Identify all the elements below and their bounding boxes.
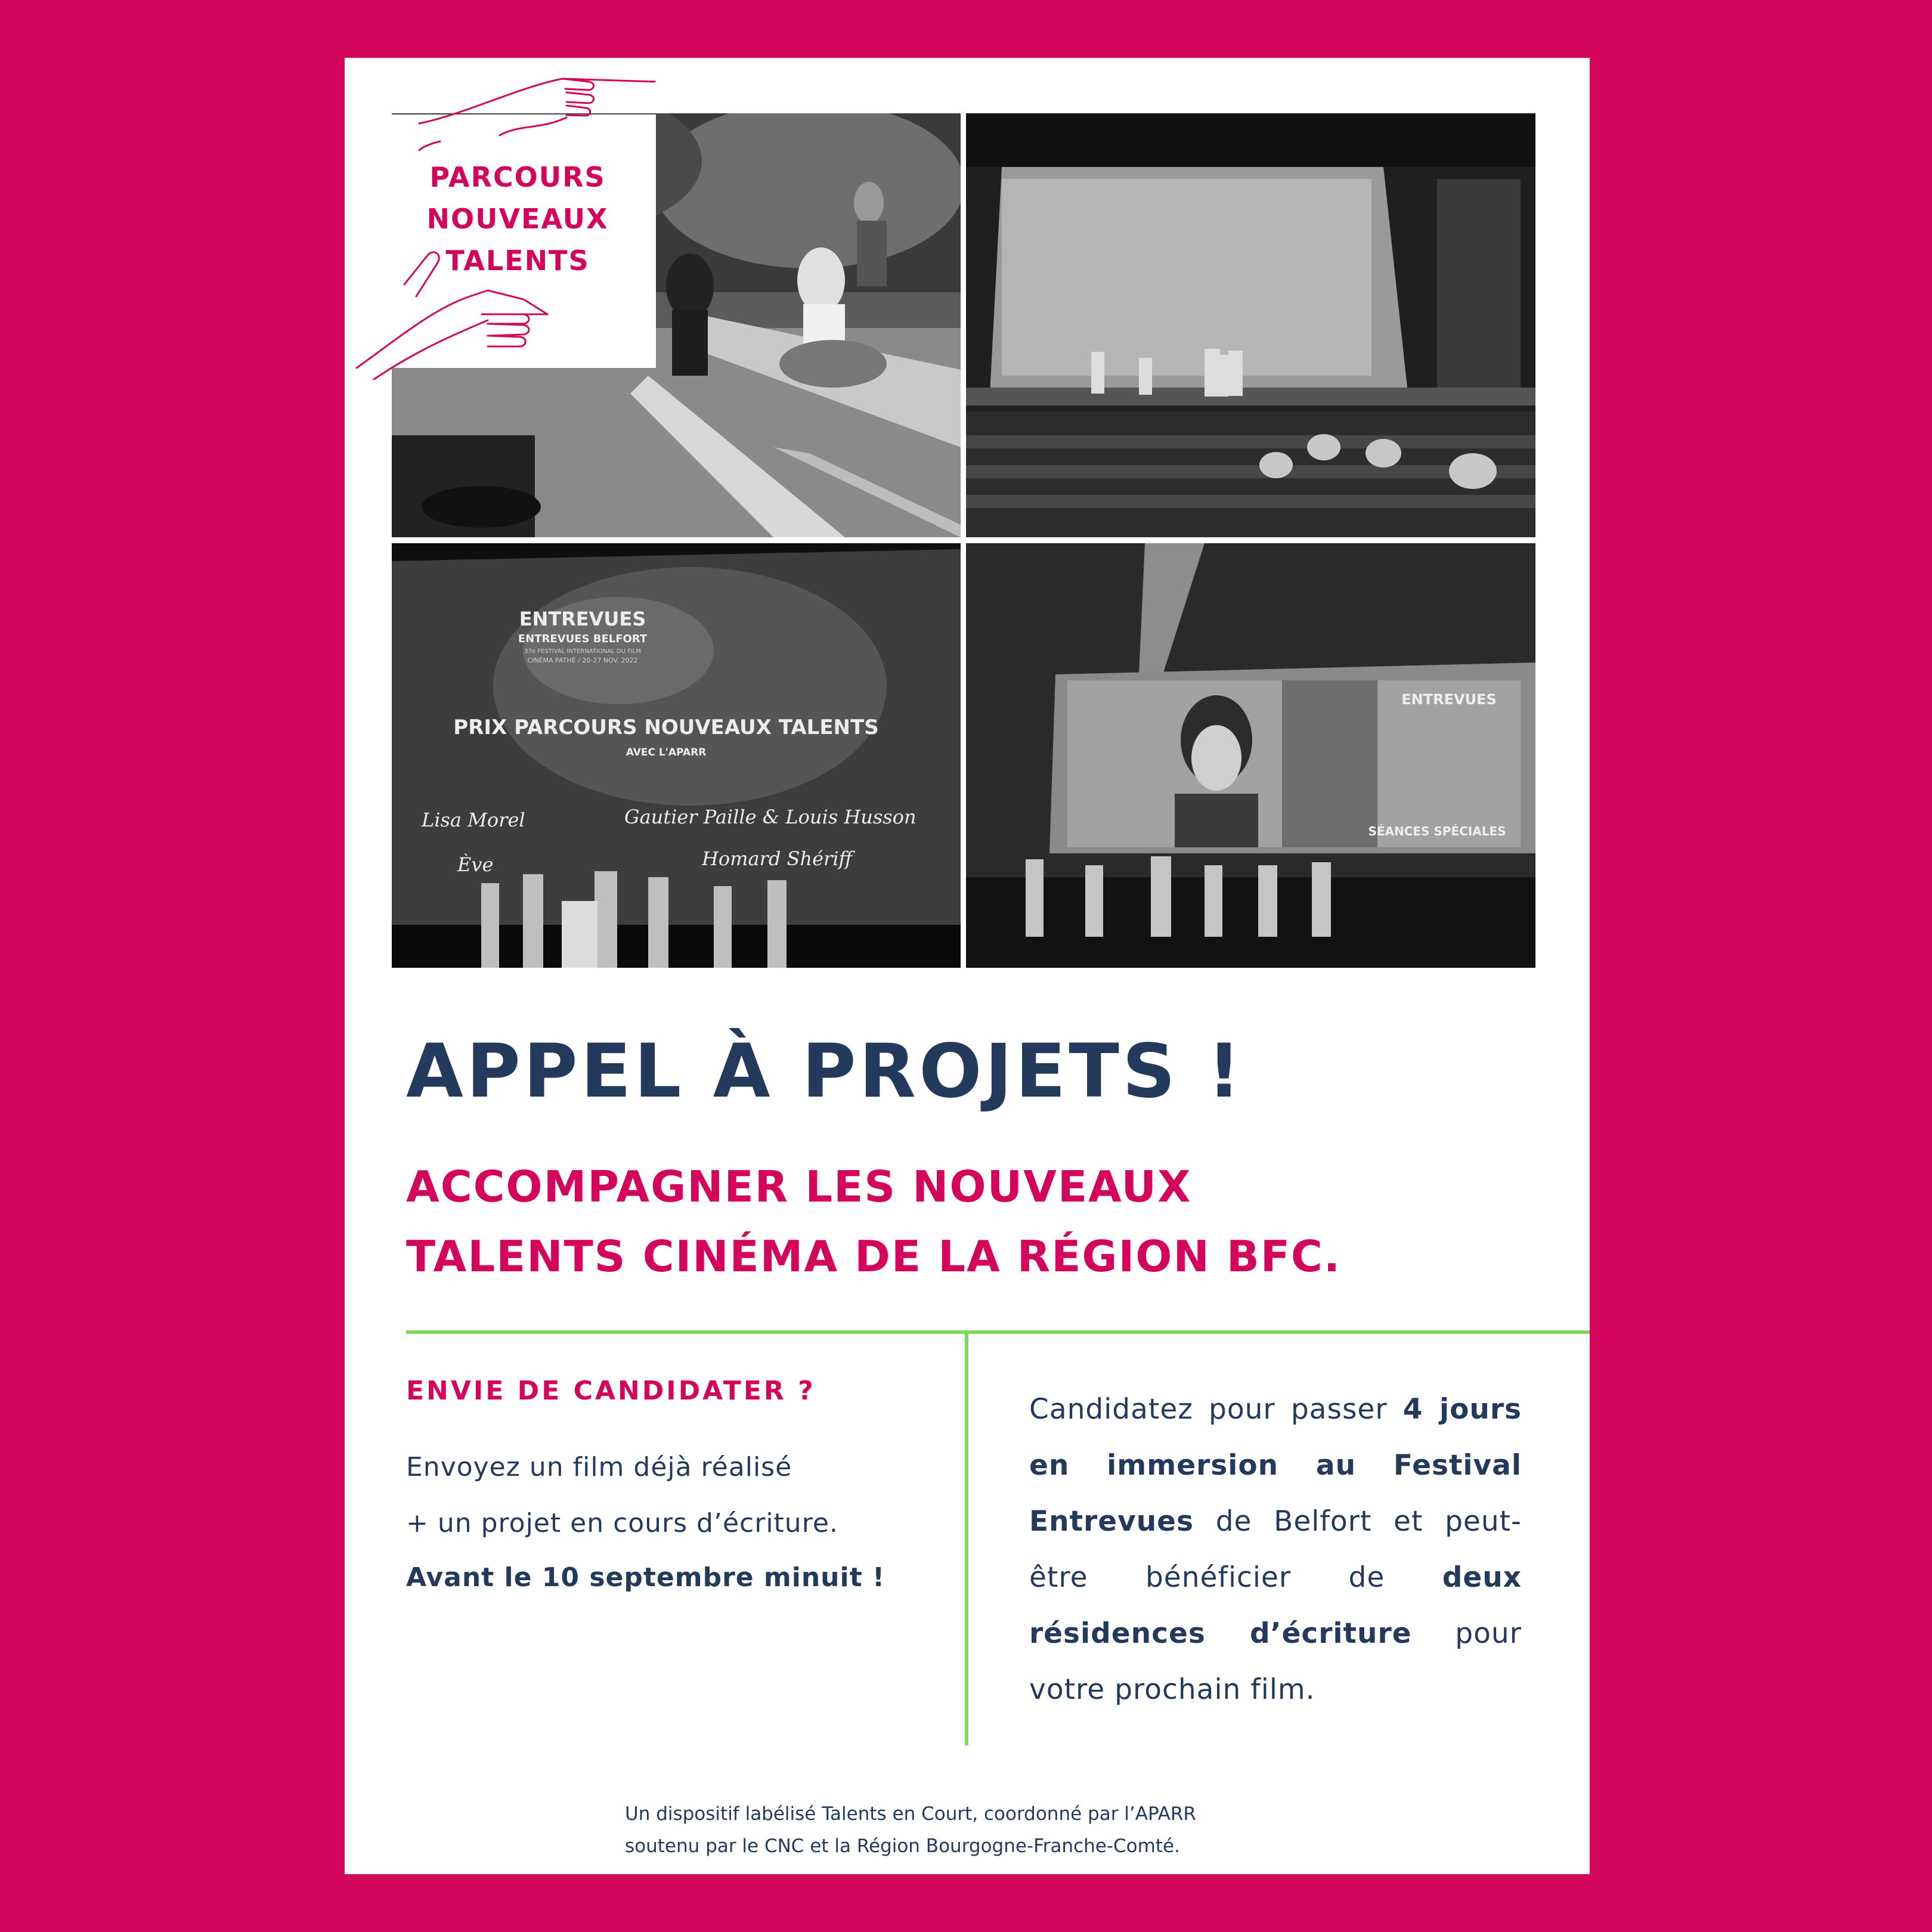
screen-festival-subtitle: ENTREVUES BELFORT <box>518 633 648 645</box>
screen-name-gautier-louis: Gautier Paille & Louis Husson <box>624 806 917 828</box>
footer-credits <box>625 1798 1400 1862</box>
screen-section-title: SÉANCES SPÉCIALES <box>1368 824 1506 838</box>
footer-line-2: soutenu par le CNC et la Région Bourgogne-Franche-Comté. <box>625 1835 1180 1857</box>
subheadline-line-2: TALENTS CINÉMA DE LA RÉGION BFC. <box>406 1231 1342 1281</box>
deadline-text: Avant le 10 septembre minuit ! <box>406 1562 886 1593</box>
badge-line-2: NOUVEAUX <box>426 203 609 235</box>
application-requirements <box>406 1439 943 1552</box>
program-badge <box>345 58 656 368</box>
description-part-1: Candidatez pour passer <box>1029 1393 1403 1426</box>
screen-festival-logo: ENTREVUES <box>1401 691 1497 708</box>
photo-prize-screen <box>392 543 961 968</box>
photo-cinema-hall <box>966 113 1535 537</box>
screen-prize-title: PRIX PARCOURS NOUVEAUX TALENTS <box>453 716 879 739</box>
application-info <box>406 1376 943 1593</box>
screen-festival-date: CINÉMA PATHÉ / 20-27 NOV. 2022 <box>527 657 638 664</box>
badge-line-3: TALENTS <box>445 244 590 277</box>
badge-title <box>380 156 655 281</box>
poster-card <box>345 58 1590 1874</box>
description-part-3: pour votre prochain film. <box>1029 1617 1522 1706</box>
apply-heading: ENVIE DE CANDIDATER ? <box>406 1376 816 1406</box>
vertical-divider <box>965 1330 968 1745</box>
screen-name-homard-sheriff: Homard Shériff <box>702 847 853 870</box>
photo-special-screening <box>966 543 1535 968</box>
requirement-project: + un projet en cours d’écriture. <box>406 1508 838 1538</box>
subheadline-line-1: ACCOMPAGNER LES NOUVEAUX <box>406 1162 1192 1212</box>
subheadline <box>406 1152 1539 1292</box>
requirement-film: Envoyez un film déjà réalisé <box>406 1452 792 1482</box>
horizontal-divider <box>406 1330 1590 1334</box>
description-part-2: de Belfort et peut-être bénéficier de <box>1029 1505 1522 1594</box>
screen-prize-subtitle: AVEC L'APARR <box>626 747 707 758</box>
page-title: APPEL À PROJETS ! <box>406 1029 1244 1114</box>
description-highlight-residencies: deux résidences d’écriture <box>1029 1561 1522 1650</box>
screen-name-eve: Ève <box>457 853 494 876</box>
program-description <box>1029 1382 1522 1718</box>
screen-name-lisa-morel: Lisa Morel <box>422 809 525 831</box>
screen-festival-title: ENTREVUES <box>519 608 646 630</box>
footer-line-1: Un dispositif labélisé Talents en Court, coordonné par l’APARR <box>625 1803 1196 1825</box>
description-highlight-immersion: 4 jours en immersion au Festival Entrevues <box>1029 1393 1522 1538</box>
badge-line-1: PARCOURS <box>429 161 606 193</box>
screen-festival-edition: 37e FESTIVAL INTERNATIONAL DU FILM <box>524 648 641 655</box>
